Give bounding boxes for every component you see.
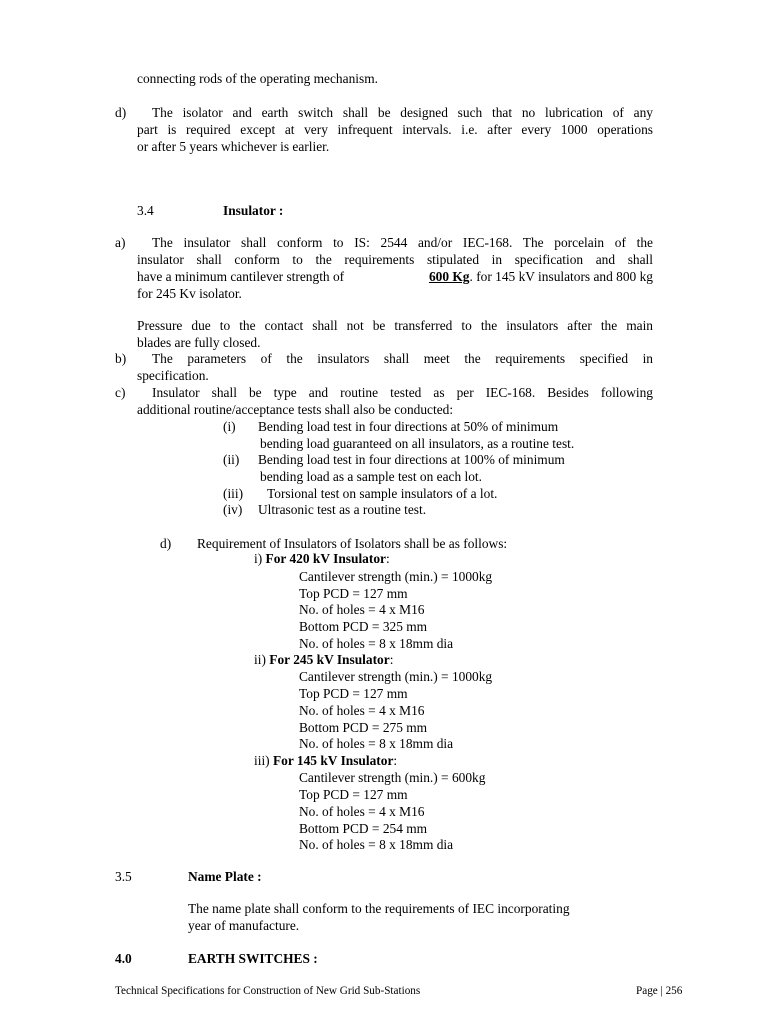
clause-b-line-2: specification.: [137, 368, 209, 383]
group-prefix: iii): [254, 753, 270, 768]
spec-line: No. of holes = 4 x M16: [299, 703, 425, 718]
test-item-number: (iii): [223, 486, 244, 501]
spec-line: No. of holes = 8 x 18mm dia: [299, 636, 454, 651]
spec-line: No. of holes = 8 x 18mm dia: [299, 837, 454, 852]
spec-line: No. of holes = 4 x M16: [299, 602, 425, 617]
spec-line: No. of holes = 4 x M16: [299, 804, 425, 819]
spec-line: Top PCD = 127 mm: [299, 787, 408, 802]
clause-d-line-3: or after 5 years whichever is earlier.: [137, 139, 330, 154]
clause-a-line-3-post: . for 145 kV insulators and 800 kg: [469, 269, 653, 284]
test-item-number: (ii): [223, 452, 240, 467]
group-title: For 145 kV Insulator: [272, 753, 394, 768]
intro-line: connecting rods of the operating mechanism.: [137, 71, 378, 86]
footer-title: Technical Specifications for Construction of New Grid Sub-Stations: [115, 985, 421, 997]
clause-a-line-3-pre: have a minimum cantilever strength of: [137, 269, 345, 284]
insulator-group-heading: [254, 651, 393, 668]
test-item-line-2: bending load guaranteed on all insulators, as a routine test.: [260, 436, 575, 451]
section-3-5-line-1: The name plate shall conform to the requirements of IEC incorporating: [188, 901, 570, 916]
clause-c-line-1: Insulator shall be type and routine tested as per IEC-168. Besides following: [152, 385, 653, 400]
clause-d-line-2: part is required except at very infrequent intervals. i.e. after every 1000 operations: [137, 122, 653, 137]
clause-a-line-3: [137, 268, 653, 285]
clause-a-para2-line-2: blades are fully closed.: [137, 335, 261, 350]
spec-line: Bottom PCD = 325 mm: [299, 619, 428, 634]
section-3-5-title: Name Plate :: [188, 869, 262, 884]
clause-d-line-1: The isolator and earth switch shall be designed such that no lubrication of any: [152, 105, 653, 120]
section-4-0-number: 4.0: [115, 951, 132, 966]
group-prefix: i): [254, 551, 263, 566]
spec-line: Top PCD = 127 mm: [299, 686, 408, 701]
test-item-number: (iv): [223, 502, 243, 517]
test-item-number: (i): [223, 419, 236, 434]
group-prefix: ii): [254, 652, 266, 667]
clause-a-marker: a): [115, 235, 126, 250]
group-title: For 420 kV Insulator: [265, 551, 386, 566]
spec-line: Cantilever strength (min.) = 1000kg: [299, 669, 493, 684]
section-3-5-line-2: year of manufacture.: [188, 918, 300, 933]
spec-line: Top PCD = 127 mm: [299, 586, 408, 601]
clause-c-marker: c): [115, 385, 126, 400]
clause-a-line-4: for 245 Kv isolator.: [137, 286, 242, 301]
clause-b-line-1: The parameters of the insulators shall meet the requirements specified in: [152, 351, 653, 366]
spec-line: Cantilever strength (min.) = 600kg: [299, 770, 486, 785]
test-item-line-1: Ultrasonic test as a routine test.: [258, 502, 427, 517]
clause-a-line-1: The insulator shall conform to IS: 2544 and/or IEC-168. The porcelain of the: [152, 235, 653, 250]
test-item-line-1: Bending load test in four directions at 50% of minimum: [258, 419, 559, 434]
group-colon: :: [385, 551, 390, 566]
clause-a-para2-line-1: Pressure due to the contact shall not be transferred to the insulators after the main: [137, 318, 653, 333]
test-item-line-1: Torsional test on sample insulators of a lot.: [267, 486, 498, 501]
insulator-group-heading: [254, 752, 397, 769]
clause-a-line-3-rest: [429, 268, 653, 285]
clause-d-req-marker: d): [160, 536, 172, 551]
clause-d-marker: d): [115, 105, 127, 120]
section-3-5-number: 3.5: [115, 869, 132, 884]
section-3-4-title: Insulator :: [223, 203, 284, 218]
section-3-4-number: 3.4: [137, 203, 154, 218]
cantilever-strength-value: 600 Kg: [428, 269, 470, 284]
group-colon: :: [393, 753, 398, 768]
group-title: For 245 kV Insulator: [269, 652, 390, 667]
spec-line: Bottom PCD = 254 mm: [299, 821, 428, 836]
section-4-0-title: EARTH SWITCHES :: [188, 951, 318, 966]
insulator-group-heading: [254, 550, 390, 567]
test-item-line-2: bending load as a sample test on each lot.: [260, 469, 482, 484]
page-number: Page | 256: [636, 985, 683, 997]
clause-d-req-line: Requirement of Insulators of Isolators shall be as follows:: [197, 536, 508, 551]
clause-b-marker: b): [115, 351, 127, 366]
spec-line: No. of holes = 8 x 18mm dia: [299, 736, 454, 751]
clause-c-line-2: additional routine/acceptance tests shall also be conducted:: [137, 402, 454, 417]
clause-a-line-2: insulator shall conform to the requirements stipulated in specification and shall: [137, 252, 653, 267]
test-item-line-1: Bending load test in four directions at 100% of minimum: [258, 452, 565, 467]
group-colon: :: [389, 652, 394, 667]
spec-line: Cantilever strength (min.) = 1000kg: [299, 569, 493, 584]
spec-line: Bottom PCD = 275 mm: [299, 720, 428, 735]
